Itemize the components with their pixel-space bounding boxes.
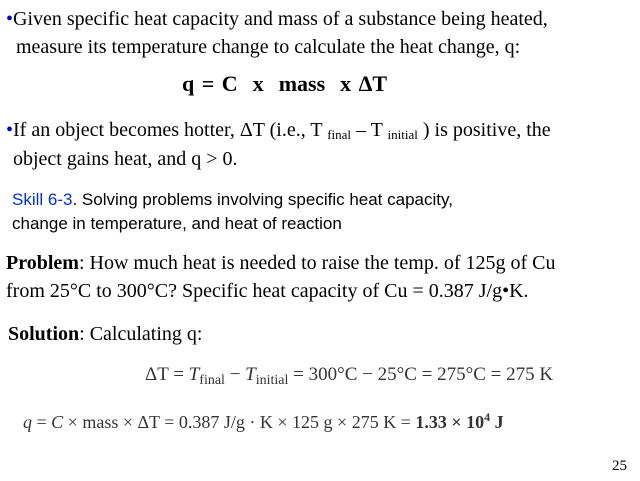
formula-equals: =	[201, 71, 215, 96]
eq2-delta-t: ΔT	[137, 412, 160, 432]
skill-label: Skill 6-3	[12, 190, 73, 209]
eq2-result: 1.33 × 10	[415, 412, 485, 432]
eq2-q: q	[23, 412, 32, 432]
eq1-t-initial: T	[245, 364, 256, 385]
subscript-final: final	[327, 127, 352, 142]
eq1-minus: −	[229, 364, 241, 385]
eq1-rhs: = 300°C − 25°C = 275°C = 275 K	[293, 364, 554, 385]
eq2-times-mass: × mass ×	[67, 412, 133, 432]
subscript-initial: initial	[387, 127, 418, 142]
intro-line-1: Given specific heat capacity and mass of a substance being heated,	[13, 8, 548, 30]
hotter-bullet	[6, 118, 551, 147]
eq1-t-final: T	[188, 364, 200, 385]
formula-delta-t: ΔT	[358, 71, 388, 96]
formula-times-1: x	[252, 71, 264, 96]
formula-c: C	[221, 71, 238, 96]
hotter-minus-t: – T	[356, 119, 383, 141]
eq2-exponent: 4	[484, 410, 491, 424]
intro-line-2: measure its temperature change to calculate the heat change, q:	[16, 36, 521, 58]
skill-line-1: . Solving problems involving specific heat capacity,	[72, 190, 453, 209]
eq1-sub-final: final	[199, 373, 225, 388]
hotter-line-2: object gains heat, and q > 0.	[13, 148, 238, 170]
problem-label: Problem	[6, 252, 79, 274]
eq2-rhs: = 0.387 J/g · K × 125 g × 275 K =	[164, 412, 411, 432]
hotter-line-1-post: ) is positive, the	[422, 119, 551, 141]
bullet-marker: •	[6, 8, 14, 30]
eq1-equals: =	[173, 364, 184, 385]
eq1-sub-initial: initial	[255, 373, 289, 388]
eq2-equals: =	[36, 412, 47, 432]
solution-heading	[8, 322, 202, 346]
formula-mass: mass	[278, 71, 326, 96]
skill-heading	[12, 190, 453, 210]
eq2-c: C	[51, 412, 64, 432]
formula-q: q	[182, 71, 195, 96]
problem-line-2: from 25°C to 300°C? Specific heat capacity of Cu = 0.387 J/g•K.	[6, 280, 529, 302]
bullet-marker: •	[6, 119, 14, 141]
intro-bullet	[6, 7, 548, 31]
problem-statement	[6, 251, 556, 275]
hotter-line-1-pre: If an object becomes hotter, ΔT (i.e., T	[13, 119, 323, 141]
solution-label: Solution	[8, 323, 80, 345]
problem-line-1: : How much heat is needed to raise the temp. of 125g of Cu	[78, 252, 556, 274]
solution-text: : Calculating q:	[79, 323, 203, 345]
heat-formula	[182, 71, 387, 97]
q-equation	[23, 405, 504, 434]
delta-t-equation	[145, 363, 553, 393]
skill-line-2: change in temperature, and heat of reaction	[12, 214, 342, 233]
eq2-unit: J	[494, 412, 504, 432]
formula-times-2: x	[340, 71, 352, 96]
page-number: 25	[612, 458, 627, 474]
eq1-lhs: ΔT	[145, 364, 169, 385]
